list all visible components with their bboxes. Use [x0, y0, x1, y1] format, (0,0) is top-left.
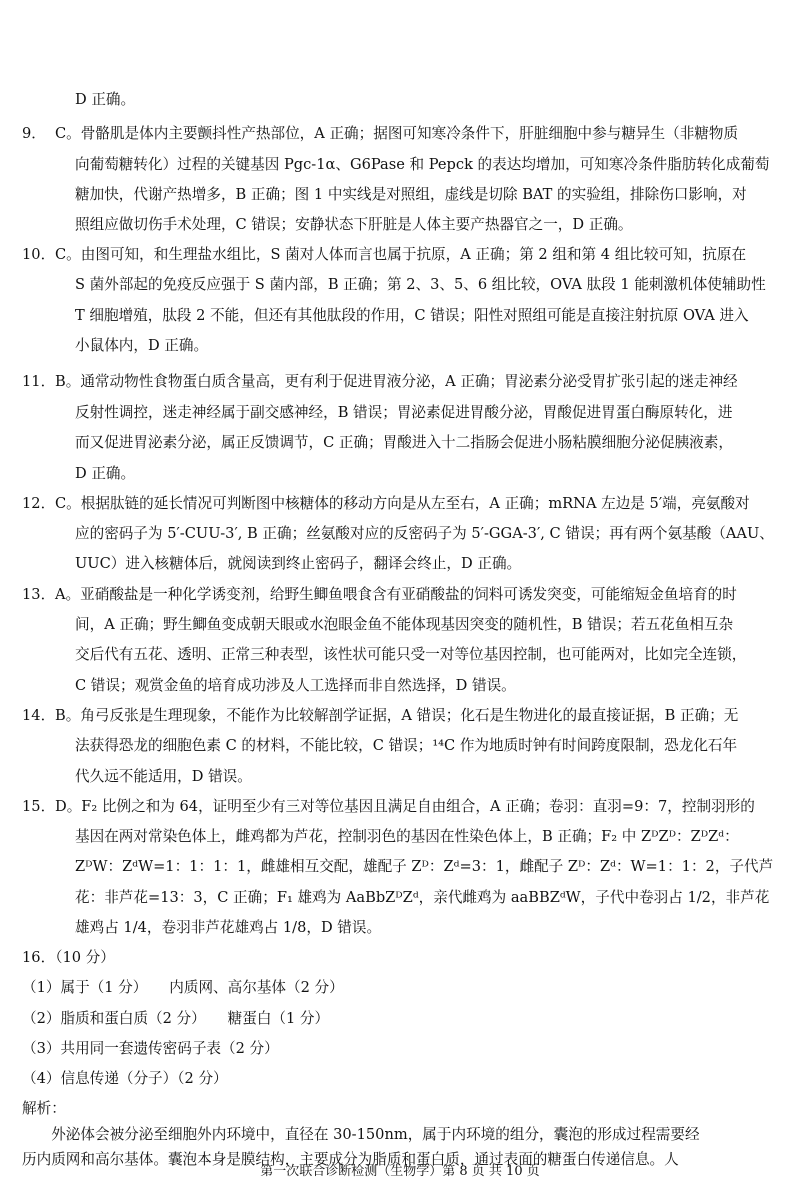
q16-header: 16．（10 分）	[22, 949, 115, 966]
answer-line: 糖加快，代谢产热增多，B 正确；图 1 中实线是对照组，虚线是切除 BAT 的实验组，排除伤口影响，对	[75, 186, 747, 203]
q16-answer: （3）共用同一套遗传密码子表（2 分）	[22, 1040, 279, 1057]
answer-line: ZᴰW：ZᵈW=1：1：1：1，雌雄相互交配，雄配子 Zᴰ：Zᵈ=3：1，雌配子 Zᴰ：Zᵈ：W=1：1：2，子代芦	[75, 858, 774, 875]
q16-answer: （1）属于（1 分） 内质网、高尔基体（2 分）	[22, 979, 344, 996]
answer-line: 照组应做切伤手术处理，C 错误；安静状态下肝脏是人体主要产热器官之一，D 正确。	[75, 216, 633, 233]
answer-line: D 正确。	[75, 465, 136, 482]
answer-line: 应的密码子为 5′-CUU-3′, B 正确；丝氨酸对应的反密码子为 5′-GGA-3′, C 错误；再有两个氨基酸（AAU、	[75, 525, 774, 542]
answer-line: 向葡萄糖转化）过程的关键基因 Pgc-1α、G6Pase 和 Pepck 的表达均增加，可知寒冷条件脂肪转化成葡萄	[75, 156, 770, 173]
answer-line: A。亚硝酸盐是一种化学诱变剂，给野生鲫鱼喂食含有亚硝酸盐的饲料可诱发突变，可能缩短金鱼培育的时	[55, 586, 737, 603]
q16-answer: （4）信息传递（分子）（2 分）	[22, 1070, 228, 1087]
answer-line: C。由图可知，和生理盐水组比，S 菌对人体而言也属于抗原，A 正确；第 2 组和第 4 组比较可知，抗原在	[55, 246, 747, 263]
page-footer: 第一次联合诊断检测（生物学）第 8 页 共 10 页	[260, 1164, 540, 1179]
answer-line: 代久远不能适用，D 错误。	[75, 768, 252, 785]
answer-line: 反射性调控，迷走神经属于副交感神经，B 错误；胃泌素促进胃酸分泌，胃酸促进胃蛋白酶原转化，进	[75, 404, 733, 421]
analysis-label: 解析：	[22, 1100, 66, 1117]
answer-line: 基因在两对常染色体上，雌鸡都为芦花，控制羽色的基因在性染色体上，B 正确；F₂ 中 ZᴰZᴰ：ZᴰZᵈ：	[75, 828, 739, 845]
question-number: 12．	[22, 495, 56, 512]
intro-line: D 正确。	[75, 91, 136, 108]
question-number: 14．	[22, 707, 56, 724]
analysis-line: 外泌体会被分泌至细胞外内环境中，直径在 30-150nm，属于内环境的组分，囊泡的形成过程需要经	[22, 1126, 700, 1143]
question-number: 15．	[22, 798, 56, 815]
analysis-line: 历内质网和高尔基体。囊泡本身是膜结构，主要成分为脂质和蛋白质，通过表面的糖蛋白传递信息。人	[22, 1151, 679, 1168]
answer-line: 间，A 正确；野生鲫鱼变成朝天眼或水泡眼金鱼不能体现基因突变的随机性，B 错误；若五花鱼相互杂	[75, 616, 734, 633]
answer-line: T 细胞增殖，肽段 2 不能，但还有其他肽段的作用，C 错误；阳性对照组可能是直接注射抗原 OVA 进入	[75, 307, 749, 324]
answer-line: B。角弓反张是生理现象，不能作为比较解剖学证据，A 错误；化石是生物进化的最直接证据，B 正确；无	[55, 707, 739, 724]
question-number: 10．	[22, 246, 56, 263]
answer-line: D。F₂ 比例之和为 64，证明至少有三对等位基因且满足自由组合，A 正确；卷羽：直羽=9：7，控制羽形的	[55, 798, 755, 815]
answer-line: 雄鸡占 1/4，卷羽非芦花雄鸡占 1/8，D 错误。	[75, 919, 382, 936]
q16-answer: （2）脂质和蛋白质（2 分） 糖蛋白（1 分）	[22, 1010, 330, 1027]
answer-line: UUC）进入核糖体后，就阅读到终止密码子，翻译会终止，D 正确。	[75, 555, 522, 572]
answer-line: 小鼠体内，D 正确。	[75, 337, 209, 354]
question-number: 11．	[22, 373, 56, 390]
question-number: 9．	[22, 125, 46, 142]
question-number: 13．	[22, 586, 56, 603]
answer-line: 而又促进胃泌素分泌，属正反馈调节，C 正确；胃酸进入十二指肠会促进小肠粘膜细胞分泌促胰液素，	[75, 434, 733, 451]
answer-line: S 菌外部起的免疫反应强于 S 菌内部，B 正确；第 2、3、5、6 组比较，OVA 肽段 1 能刺激机体使辅助性	[75, 276, 766, 293]
answer-line: 法获得恐龙的细胞色素 C 的材料，不能比较，C 错误；¹⁴C 作为地质时钟有时间跨度限制，恐龙化石年	[75, 737, 738, 754]
answer-line: C。根据肽链的延长情况可判断图中核糖体的移动方向是从左至右，A 正确；mRNA 左边是 5′端，亮氨酸对	[55, 495, 750, 512]
answer-line: 交后代有五花、透明、正常三种表型，该性状可能只受一对等位基因控制，也可能两对，比如完全连锁，	[75, 646, 747, 663]
answer-line: C。骨骼肌是体内主要颤抖性产热部位，A 正确；据图可知寒冷条件下，肝脏细胞中参与糖异生（非糖物质	[55, 125, 739, 142]
answer-line: B。通常动物性食物蛋白质含量高，更有利于促进胃液分泌，A 正确；胃泌素分泌受胃扩张引起的迷走神经	[55, 373, 738, 390]
answer-line: C 错误；观赏金鱼的培育成功涉及人工选择而非自然选择，D 错误。	[75, 677, 516, 694]
answer-line: 花：非芦花=13：3，C 正确；F₁ 雄鸡为 AaBbZᴰZᵈ，亲代雌鸡为 aaBBZᵈW，子代中卷羽占 1/2，非芦花	[75, 889, 770, 906]
